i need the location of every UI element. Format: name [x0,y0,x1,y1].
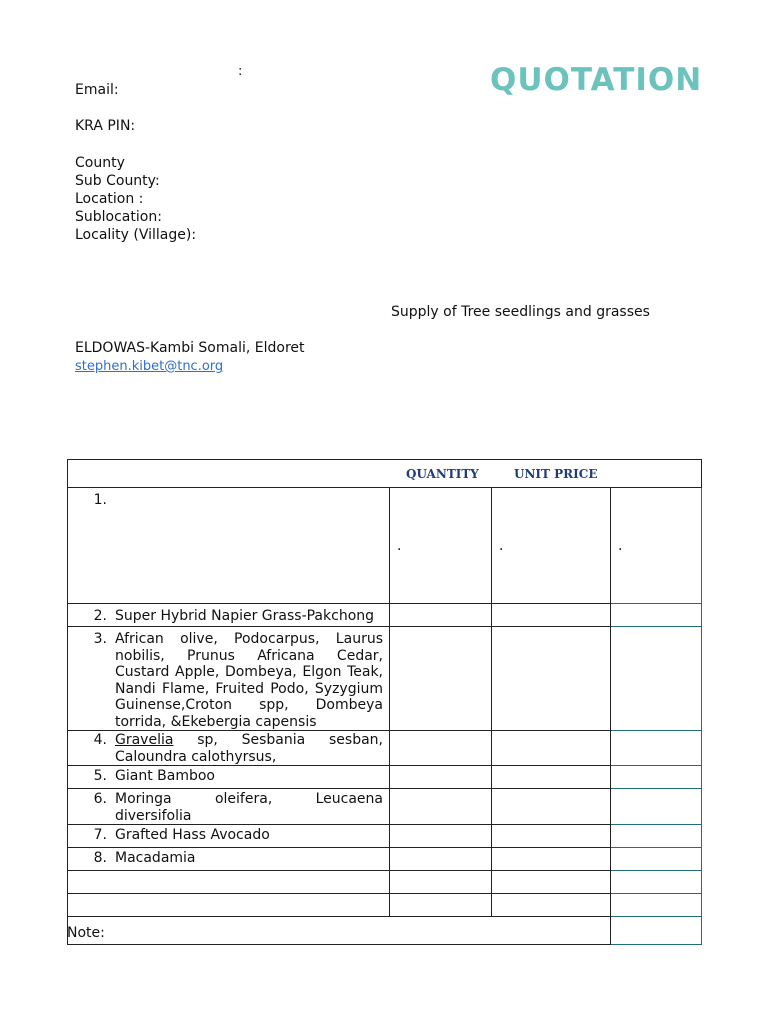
unit-price-mark: . [499,538,504,554]
item-number: 4. [93,732,107,748]
email-label: Email: [75,82,119,98]
item-number: 5. [93,768,107,784]
item-number: 3. [93,631,107,647]
item-genus-underlined: Gravelia [115,732,174,748]
item-description: African olive, Podocarpus, Laurus nobilis, Prunus Africana Cedar, Custard Apple, Dombeya, Elgon Teak, Nandi Flame, Fruited Podo, Syzygium Guinense,Croton spp, Dombeya torrida, &Ekebergia capensis [115,631,383,730]
item-number: 8. [93,850,107,866]
item-number: 2. [93,608,107,624]
table-row [68,789,702,825]
note-label: Note: [67,925,105,941]
table-row [68,848,702,871]
table-total-row [68,917,702,945]
item-number: 1. [93,492,107,508]
kra-pin-label: KRA PIN: [75,118,136,134]
total-mark: . [618,538,623,554]
locality-label: Locality (Village): [75,227,197,243]
table-row-empty [68,894,702,917]
table-row [68,731,702,766]
table-row [68,604,702,627]
table-row-empty [68,871,702,894]
item-description: sp, Sesbania sesban, Caloundra calothyrsus, [115,732,383,765]
header-colon: : [238,64,243,79]
table-header-row [68,460,702,488]
table-row [68,627,702,731]
county-label: County [75,155,125,171]
item-description: Super Hybrid Napier Grass-Pakchong [115,608,375,624]
item-description: Grafted Hass Avocado [115,827,270,843]
item-description: Macadamia [115,850,196,866]
item-description: Moringa oleifera, Leucaena diversifolia [115,791,383,824]
quantity-mark: . [397,538,402,554]
unit-price-header: UNIT PRICE [514,467,598,481]
table-row [68,825,702,848]
table-row [68,488,702,604]
item-number: 7. [93,827,107,843]
quantity-header: QUANTITY [406,467,479,481]
table-row [68,766,702,789]
sub-county-label: Sub County: [75,173,160,189]
item-description: Giant Bamboo [115,768,215,784]
sublocation-label: Sublocation: [75,209,162,225]
quotation-subject: Supply of Tree seedlings and grasses [391,304,650,320]
location-label: Location : [75,191,144,207]
quotation-table [67,459,702,945]
client-email-link[interactable]: stephen.kibet@tnc.org [75,359,224,374]
item-description [115,492,383,509]
client-address: ELDOWAS-Kambi Somali, Eldoret [75,340,305,356]
document-title: QUOTATION [490,62,703,98]
item-number: 6. [93,791,107,807]
